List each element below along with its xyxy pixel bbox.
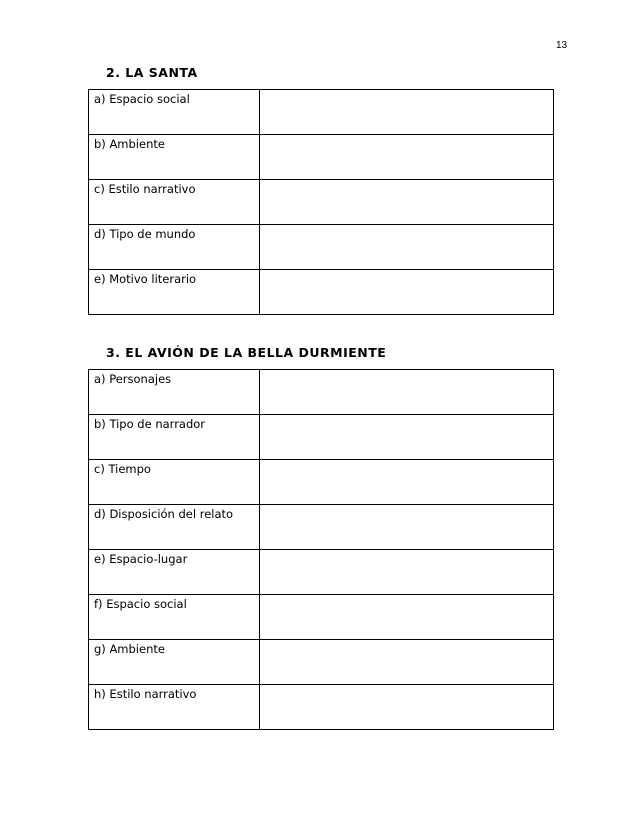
answer-cell[interactable]: [259, 505, 553, 550]
table-row: [89, 640, 554, 685]
table-row: [89, 90, 554, 135]
row-label: b) Tipo de narrador: [89, 415, 260, 460]
table-row: [89, 415, 554, 460]
row-label: a) Espacio social: [89, 90, 260, 135]
table-row: [89, 225, 554, 270]
row-label: d) Disposición del relato: [89, 505, 260, 550]
row-label: a) Personajes: [89, 370, 260, 415]
table-row: [89, 270, 554, 315]
answer-cell[interactable]: [259, 90, 553, 135]
answer-cell[interactable]: [259, 640, 553, 685]
table-row: [89, 370, 554, 415]
row-label: f) Espacio social: [89, 595, 260, 640]
row-label: g) Ambiente: [89, 640, 260, 685]
table-row: [89, 135, 554, 180]
answer-cell[interactable]: [259, 270, 553, 315]
table-row: [89, 595, 554, 640]
answer-cell[interactable]: [259, 415, 553, 460]
answer-cell[interactable]: [259, 550, 553, 595]
row-label: b) Ambiente: [89, 135, 260, 180]
answer-cell[interactable]: [259, 595, 553, 640]
row-label: h) Estilo narrativo: [89, 685, 260, 730]
answer-cell[interactable]: [259, 685, 553, 730]
row-label: e) Espacio-lugar: [89, 550, 260, 595]
answer-cell[interactable]: [259, 370, 553, 415]
answer-cell[interactable]: [259, 460, 553, 505]
row-label: d) Tipo de mundo: [89, 225, 260, 270]
answer-cell[interactable]: [259, 180, 553, 225]
table-row: [89, 685, 554, 730]
row-label: e) Motivo literario: [89, 270, 260, 315]
section-heading-la-santa: 2. LA SANTA: [106, 65, 198, 80]
table-row: [89, 460, 554, 505]
section-heading-el-avion: 3. EL AVIÓN DE LA BELLA DURMIENTE: [106, 345, 387, 360]
table-row: [89, 505, 554, 550]
answer-cell[interactable]: [259, 225, 553, 270]
answer-cell[interactable]: [259, 135, 553, 180]
row-label: c) Tiempo: [89, 460, 260, 505]
row-label: c) Estilo narrativo: [89, 180, 260, 225]
table-row: [89, 180, 554, 225]
table-row: [89, 550, 554, 595]
worksheet-table-la-santa: [88, 89, 554, 315]
worksheet-table-el-avion: [88, 369, 554, 730]
page-number: 13: [556, 40, 568, 51]
